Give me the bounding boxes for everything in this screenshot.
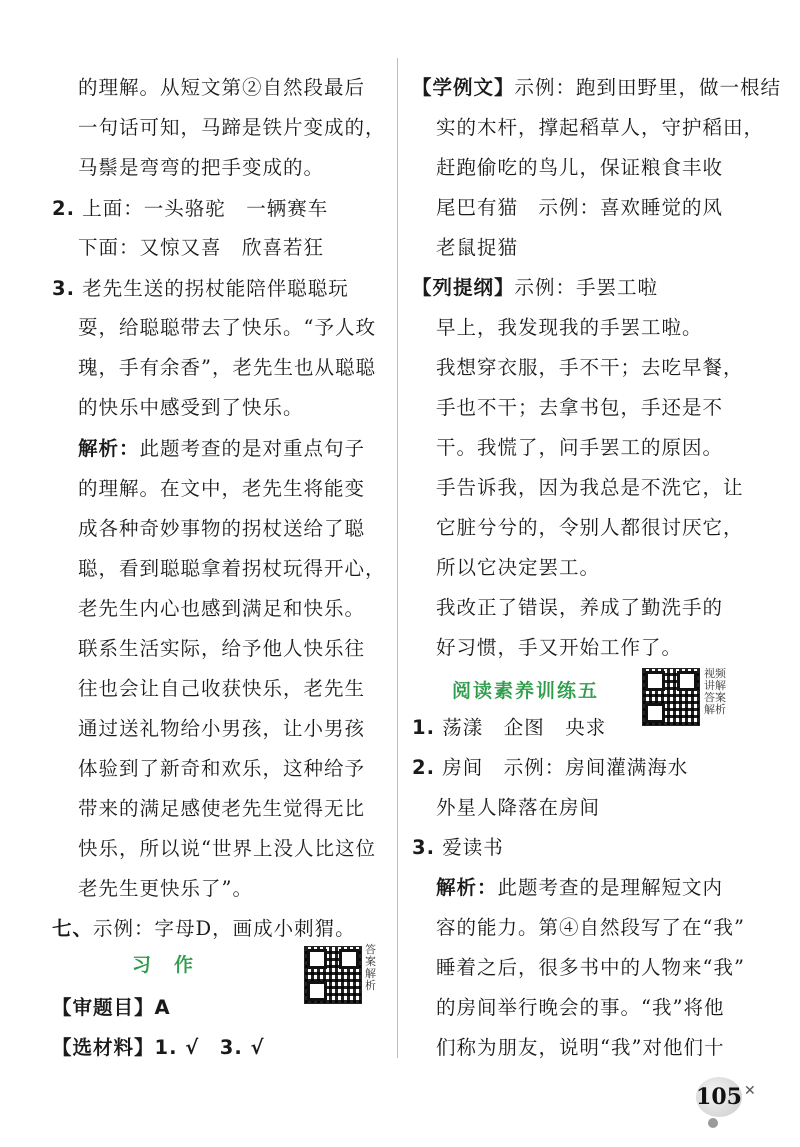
section-title-xizuo: 习 作	[132, 954, 196, 976]
answer-3	[52, 275, 349, 303]
page-mark-icon: ✕	[744, 1083, 756, 1099]
page-dot-decoration	[708, 1118, 718, 1128]
text-line: 我想穿衣服，手不干；去吃早餐，	[436, 356, 744, 379]
text-line: 外星人降落在房间	[436, 796, 601, 819]
text-line: 早上，我发现我的手罢工啦。	[436, 316, 703, 339]
text-line: 房间 示例：房间灌满海水	[442, 756, 689, 779]
text-line: 老鼠捉猫	[436, 236, 519, 259]
text-line: 它脏兮兮的，令别人都很讨厌它，	[436, 516, 744, 539]
analysis-line	[436, 874, 723, 902]
text-line: 带来的满足感使老先生觉得无比	[78, 797, 366, 820]
text-line: 干。我慌了，问手罢工的原因。	[436, 436, 724, 459]
analysis-label: 解析：	[78, 437, 140, 460]
text-line: 爱读书	[442, 836, 504, 859]
text-line: 成各种奇妙事物的拐杖送给了聪	[78, 517, 366, 540]
text-line: 的理解。在文中，老先生将能变	[78, 477, 366, 500]
text-line: 手也不干；去拿书包，手还是不	[436, 396, 724, 419]
qr-label: 答案解析	[365, 943, 376, 992]
text-line: 往也会让自己收获快乐，老先生	[78, 677, 366, 700]
column-divider	[397, 58, 398, 1058]
text-line: 此题考查的是理解短文内	[497, 876, 724, 899]
text-line: 示例：字母D，画成小刺猬。	[93, 917, 356, 940]
xuancailiao-value: 1. √ 3. √	[154, 1036, 265, 1059]
text-line: 手告诉我，因为我总是不洗它，让	[436, 476, 744, 499]
text-line: 们称为朋友，说明“我”对他们十	[436, 1036, 725, 1059]
text-line: 聪，看到聪聪拿着拐杖玩得开心，	[78, 557, 386, 580]
item-number: 2.	[412, 756, 435, 779]
text-line: 睡着之后，很多书中的人物来“我”	[436, 956, 745, 979]
text-line: 一句话可知，马蹄是铁片变成的，	[78, 116, 386, 139]
outline-line	[412, 274, 658, 302]
text-line: 老先生更快乐了”。	[78, 877, 253, 900]
answer-2	[412, 754, 688, 782]
analysis-line	[78, 435, 365, 463]
qr-label: 视频讲解答案解析	[704, 667, 726, 716]
bracket-label: 【学例文】	[412, 76, 515, 99]
item-number: 2.	[52, 197, 75, 220]
text-line: 我改正了错误，养成了勤洗手的	[436, 596, 724, 619]
bracket-label: 【审题目】	[52, 996, 155, 1019]
item-number: 3.	[412, 836, 435, 859]
text-line: 联系生活实际，给予他人快乐往	[78, 637, 366, 660]
shentimu-line	[52, 994, 171, 1022]
answer-1	[412, 714, 606, 742]
text-line: 此题考查的是对重点句子	[139, 437, 366, 460]
answer-3	[412, 834, 504, 862]
text-line: 体验到了新奇和欢乐，这种给予	[78, 757, 366, 780]
text-line: 快乐，所以说“世界上没人比这位	[78, 837, 376, 860]
text-line: 容的能力。第④自然段写了在“我”	[436, 916, 745, 939]
item-number: 1.	[412, 716, 435, 739]
text-line: 示例：跑到田野里，做一根结	[514, 76, 782, 99]
text-line: 示例：手罢工啦	[514, 276, 659, 299]
text-line: 通过送礼物给小男孩，让小男孩	[78, 717, 366, 740]
text-line: 马鬃是弯弯的把手变成的。	[78, 156, 325, 179]
text-line: 老先生内心也感到满足和快乐。	[78, 597, 366, 620]
text-line: 好习惯，手又开始工作了。	[436, 636, 683, 659]
section-title-reading-5: 阅读素养训练五	[452, 680, 600, 702]
text-line: 上面：一头骆驼 一辆赛车	[82, 197, 329, 220]
text-line: 所以它决定罢工。	[436, 556, 601, 579]
text-line: 的房间举行晚会的事。“我”将他	[436, 996, 725, 1019]
text-line: 实的木杆，撑起稻草人，守护稻田，	[436, 116, 765, 139]
text-line: 下面：又惊又喜 欣喜若狂	[78, 236, 325, 259]
example-essay-line	[412, 74, 781, 102]
text-line: 的理解。从短文第②自然段最后	[78, 76, 366, 99]
text-line: 赶跑偷吃的鸟儿，保证粮食丰收	[436, 156, 724, 179]
item-number: 3.	[52, 277, 75, 300]
shentimu-value: A	[154, 996, 171, 1019]
answer-seven	[52, 915, 356, 943]
analysis-label: 解析：	[436, 876, 498, 899]
text-line: 荡漾 企图 央求	[442, 716, 607, 739]
qr-code[interactable]	[304, 946, 362, 1004]
text-line: 尾巴有猫 示例：喜欢睡觉的风	[436, 196, 724, 219]
text-line: 的快乐中感受到了快乐。	[78, 396, 304, 419]
text-line: 老先生送的拐杖能陪伴聪聪玩	[82, 277, 349, 300]
bracket-label: 【列提纲】	[412, 276, 515, 299]
xuancailiao-line	[52, 1034, 265, 1062]
text-line: 瑰，手有余香”，老先生也从聪聪	[78, 356, 376, 379]
item-number: 七、	[52, 917, 94, 940]
bracket-label: 【选材料】	[52, 1036, 155, 1059]
qr-code[interactable]	[642, 668, 700, 726]
answer-2	[52, 195, 328, 223]
page-number: 105	[696, 1077, 742, 1117]
text-line: 耍，给聪聪带去了快乐。“予人玫	[78, 316, 376, 339]
